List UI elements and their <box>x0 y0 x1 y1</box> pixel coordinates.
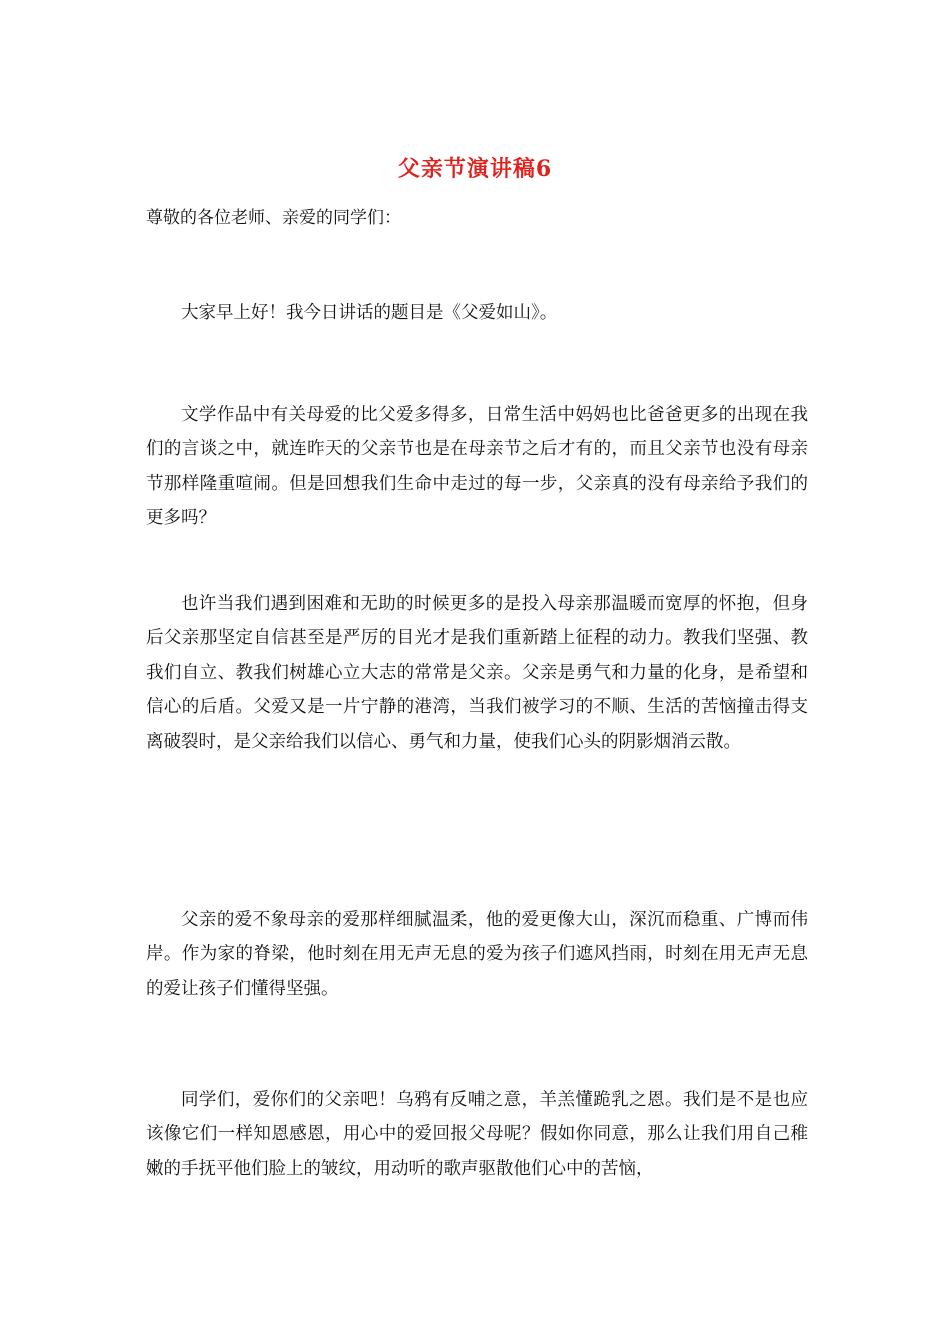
paragraph-4: 父亲的爱不象母亲的爱那样细腻温柔，他的爱更像大山，深沉而稳重、广博而伟岸。作为家的脊梁，他时刻在用无声无息的爱为孩子们遮风挡雨，时刻在用无声无息的爱让孩子们懂得坚强。 <box>146 910 808 999</box>
salutation: 尊敬的各位老师、亲爱的同学们： <box>146 208 401 228</box>
paragraph-5: 同学们，爱你们的父亲吧！乌鸦有反哺之意，羊羔懂跪乳之恩。我们是不是也应该像它们一样知恩感恩，用心中的爱回报父母呢？假如你同意，那么让我们用自己稚嫩的手抚平他们脸上的皱纹，用动听的歌声驱散他们心中的苦恼， <box>146 1090 808 1179</box>
paragraph-2: 文学作品中有关母爱的比父爱多得多，日常生活中妈妈也比爸爸更多的出现在我们的言谈之中，就连昨天的父亲节也是在母亲节之后才有的，而且父亲节也没有母亲节那样隆重喧闹。但是回想我们生命中走过的每一步，父亲真的没有母亲给予我们的更多吗？ <box>146 405 808 529</box>
paragraph-3: 也许当我们遇到困难和无助的时候更多的是投入母亲那温暖而宽厚的怀抱，但身后父亲那坚定自信甚至是严厉的目光才是我们重新踏上征程的动力。教我们坚强、教我们自立、教我们树雄心立大志的常常是父亲。父亲是勇气和力量的化身，是希望和信心的后盾。父爱又是一片宁静的港湾，当我们被学习的不顺、生活的苦恼撞击得支离破裂时，是父亲给我们以信心、勇气和力量，使我们心头的阴影烟消云散。 <box>146 594 808 752</box>
paragraph-1: 大家早上好！我今日讲话的题目是《父爱如山》。 <box>181 303 558 323</box>
document-title: 父亲节演讲稿6 <box>397 156 553 182</box>
